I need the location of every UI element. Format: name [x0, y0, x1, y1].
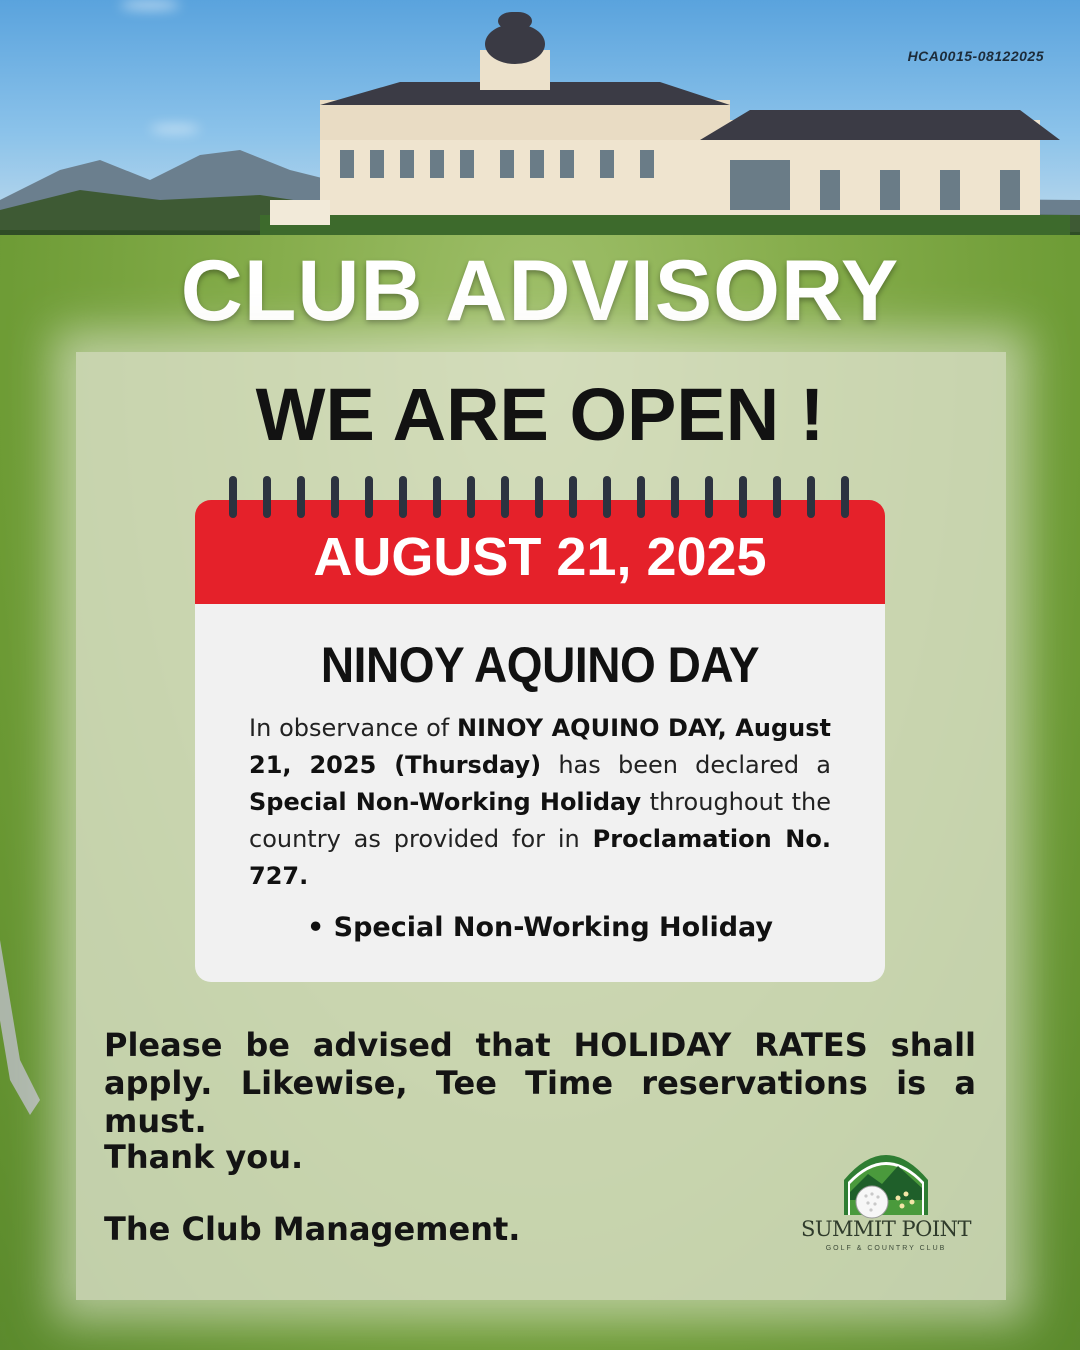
logo-subtitle: GOLF & COUNTRY CLUB: [825, 1245, 947, 1252]
calendar-ring: [671, 476, 679, 518]
description-text: In observance of: [249, 714, 458, 742]
calendar-ring: [637, 476, 645, 518]
advisory-text: Please be advised that HOLIDAY RATES shall apply. Likewise, Tee Time reservations is a must.: [104, 1026, 976, 1140]
golf-club-image: [0, 820, 80, 1120]
calendar-ring: [399, 476, 407, 518]
calendar-ring: [739, 476, 747, 518]
signature-text: The Club Management.: [104, 1210, 521, 1248]
calendar-date: AUGUST 21, 2025: [313, 527, 767, 587]
calendar-ring: [263, 476, 271, 518]
open-notice: WE ARE OPEN !: [255, 373, 825, 456]
holiday-type-bullet: • Special Non-Working Holiday: [306, 912, 774, 943]
calendar-card: [195, 500, 885, 982]
cloud: [120, 0, 180, 10]
holiday-title: NINOY AQUINO DAY: [320, 637, 760, 693]
calendar-ring: [467, 476, 475, 518]
calendar-ring: [535, 476, 543, 518]
description-text: has been declared a: [541, 751, 831, 779]
calendar-ring: [365, 476, 373, 518]
holiday-description: [249, 710, 831, 895]
calendar-ring: [773, 476, 781, 518]
calendar-ring: [841, 476, 849, 518]
calendar-ring: [297, 476, 305, 518]
logo-name: SUMMIT POINT: [800, 1217, 972, 1241]
calendar-ring: [229, 476, 237, 518]
calendar-ring: [331, 476, 339, 518]
description-bold: Special Non-Working Holiday: [249, 788, 642, 816]
calendar-rings-icon: [195, 476, 885, 526]
headline-title: CLUB ADVISORY: [180, 243, 900, 339]
description-bold: NINOY AQUINO DAY, August 21, 2025 (Thursday): [249, 714, 831, 779]
calendar-ring: [705, 476, 713, 518]
calendar-ring: [501, 476, 509, 518]
cloud: [150, 125, 200, 133]
description-bold: Proclamation No. 727.: [249, 825, 831, 890]
calendar-ring: [807, 476, 815, 518]
calendar-ring: [569, 476, 577, 518]
calendar-ring: [433, 476, 441, 518]
clubhouse-image: [260, 10, 1070, 245]
calendar-ring: [603, 476, 611, 518]
thanks-text: Thank you.: [104, 1138, 304, 1176]
description-text: throughout the country as provided for in: [249, 788, 832, 853]
reference-code: HCA0015-08122025: [907, 48, 1044, 64]
